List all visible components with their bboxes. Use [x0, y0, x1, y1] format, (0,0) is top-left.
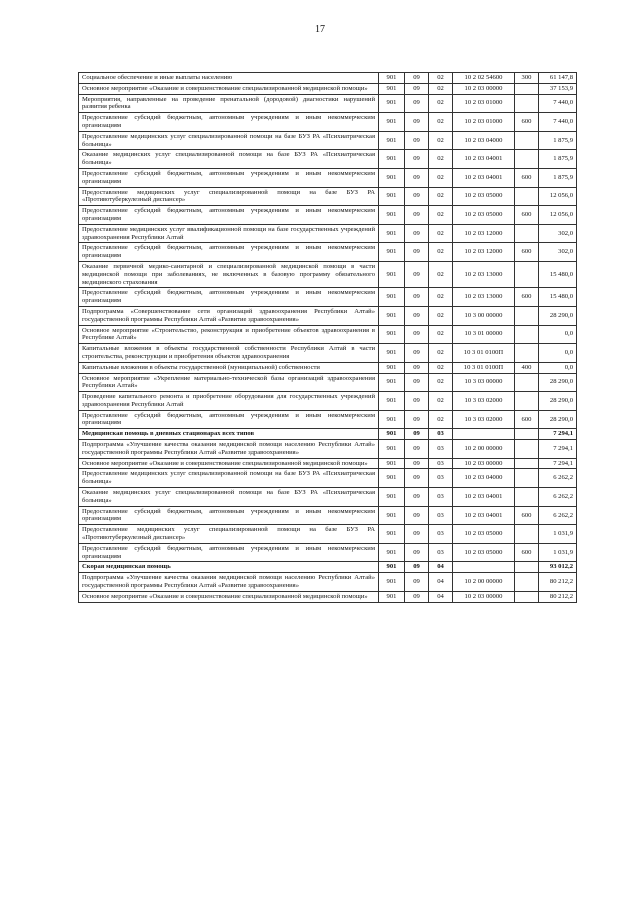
expense-type-code [515, 261, 539, 287]
table-row [79, 131, 577, 150]
section-code: 09 [405, 113, 429, 132]
amount: 6 262,2 [539, 469, 577, 488]
admin-code: 901 [379, 573, 405, 592]
expense-type-code [515, 429, 539, 440]
expense-type-code [515, 94, 539, 113]
expense-type-code [515, 488, 539, 507]
section-code: 09 [405, 206, 429, 225]
table-row [79, 94, 577, 113]
table-row [79, 458, 577, 469]
section-code: 09 [405, 525, 429, 544]
target-article-code: 10 3 01 0100П [453, 362, 515, 373]
admin-code: 901 [379, 325, 405, 344]
expense-type-code [515, 573, 539, 592]
table-row [79, 224, 577, 243]
expense-type-code [515, 150, 539, 169]
table-row [79, 113, 577, 132]
admin-code: 901 [379, 591, 405, 602]
admin-code: 901 [379, 113, 405, 132]
target-article-code: 10 2 03 05000 [453, 206, 515, 225]
admin-code: 901 [379, 543, 405, 562]
target-article-code: 10 2 00 00000 [453, 573, 515, 592]
section-code: 09 [405, 73, 429, 84]
row-description: Предоставление субсидий бюджетным, автономным учреждениям и иным некоммерческим организациям [79, 243, 379, 262]
subsection-code: 02 [429, 373, 453, 392]
expense-type-code [515, 131, 539, 150]
row-description: Предоставление медицинских услуг специализированной помощи на базе БУЗ РА «Психиатрическая больница» [79, 131, 379, 150]
section-code: 09 [405, 506, 429, 525]
table-row [79, 440, 577, 459]
admin-code: 901 [379, 131, 405, 150]
expense-type-code [515, 373, 539, 392]
section-code: 09 [405, 168, 429, 187]
admin-code: 901 [379, 506, 405, 525]
table-row [79, 525, 577, 544]
row-description: Предоставление субсидий бюджетным, автономным учреждениям и иным некоммерческим организациям [79, 288, 379, 307]
expense-type-code [515, 440, 539, 459]
target-article-code: 10 2 03 12000 [453, 224, 515, 243]
target-article-code: 10 2 03 04001 [453, 488, 515, 507]
target-article-code: 10 2 03 05000 [453, 187, 515, 206]
amount: 6 262,2 [539, 488, 577, 507]
subsection-code: 02 [429, 288, 453, 307]
subsection-code: 02 [429, 243, 453, 262]
expense-type-code: 600 [515, 410, 539, 429]
amount: 302,0 [539, 243, 577, 262]
row-description: Основное мероприятие «Строительство, реконструкция и приобретение объектов здравоохранения в Республике Алтай» [79, 325, 379, 344]
target-article-code: 10 2 03 04000 [453, 469, 515, 488]
admin-code: 901 [379, 261, 405, 287]
expense-type-code [515, 83, 539, 94]
amount: 302,0 [539, 224, 577, 243]
row-description: Социальное обеспечение и иные выплаты населению [79, 73, 379, 84]
subsection-code: 02 [429, 410, 453, 429]
section-code: 09 [405, 429, 429, 440]
row-description: Предоставление субсидий бюджетным, автономным учреждениям и иным некоммерческим организациям [79, 206, 379, 225]
admin-code: 901 [379, 206, 405, 225]
section-code: 09 [405, 150, 429, 169]
target-article-code: 10 2 03 13000 [453, 288, 515, 307]
expense-type-code [515, 469, 539, 488]
expense-type-code: 600 [515, 543, 539, 562]
row-description: Оказание медицинских услуг специализированной помощи на базе БУЗ РА «Психиатрическая больница» [79, 150, 379, 169]
section-code: 09 [405, 469, 429, 488]
target-article-code: 10 2 03 04001 [453, 150, 515, 169]
subsection-code: 02 [429, 131, 453, 150]
table-row [79, 306, 577, 325]
expense-type-code: 600 [515, 206, 539, 225]
row-description: Основное мероприятие «Оказание и совершенствование специализированной медицинской помощи» [79, 591, 379, 602]
admin-code: 901 [379, 224, 405, 243]
amount: 1 031,9 [539, 525, 577, 544]
table-row [79, 362, 577, 373]
admin-code: 901 [379, 73, 405, 84]
admin-code: 901 [379, 168, 405, 187]
expense-type-code: 600 [515, 288, 539, 307]
subsection-code: 02 [429, 113, 453, 132]
table-row [79, 591, 577, 602]
amount: 7 440,0 [539, 94, 577, 113]
row-description: Подпрограмма «Улучшение качества оказания медицинской помощи населению Республики Алтай» государственной программы Республики Алтай «Развитие здравоохранения» [79, 573, 379, 592]
subsection-code: 02 [429, 94, 453, 113]
target-article-code: 10 3 00 00000 [453, 306, 515, 325]
section-code: 09 [405, 187, 429, 206]
section-code: 09 [405, 543, 429, 562]
row-description: Капитальные вложения в объекты государственной собственности Республики Алтай в части строительства, реконструкции и приобретения объектов здравоохранения [79, 344, 379, 363]
subsection-code: 03 [429, 525, 453, 544]
admin-code: 901 [379, 344, 405, 363]
subsection-code: 02 [429, 344, 453, 363]
subsection-code: 02 [429, 73, 453, 84]
row-description: Предоставление медицинских услуг специализированной помощи на базе БУЗ РА «Противотуберкулезный диспансер» [79, 187, 379, 206]
table-row [79, 373, 577, 392]
admin-code: 901 [379, 373, 405, 392]
budget-table [78, 72, 577, 603]
table-row [79, 325, 577, 344]
subsection-code: 02 [429, 325, 453, 344]
admin-code: 901 [379, 488, 405, 507]
admin-code: 901 [379, 187, 405, 206]
expense-type-code: 600 [515, 113, 539, 132]
table-row [79, 187, 577, 206]
section-code: 09 [405, 325, 429, 344]
row-description: Предоставление субсидий бюджетным, автономным учреждениям и иным некоммерческим организациям [79, 543, 379, 562]
table-row [79, 261, 577, 287]
subsection-code: 02 [429, 187, 453, 206]
row-description: Предоставление медицинских услуг ввалификационной помощи на базе государственных учреждений здравоохранения Республики Алтай [79, 224, 379, 243]
amount: 28 290,0 [539, 373, 577, 392]
table-row [79, 392, 577, 411]
amount: 7 294,1 [539, 429, 577, 440]
section-code: 09 [405, 373, 429, 392]
admin-code: 901 [379, 469, 405, 488]
row-description: Предоставление медицинских услуг специализированной помощи на базе БУЗ РА «Противотуберкулезный диспансер» [79, 525, 379, 544]
row-description: Предоставление субсидий бюджетным, автономным учреждениям и иным некоммерческим организациям [79, 168, 379, 187]
row-description: Капитальные вложения в объекты государственной (муниципальной) собственности [79, 362, 379, 373]
section-code: 09 [405, 458, 429, 469]
expense-type-code: 400 [515, 362, 539, 373]
subsection-code: 03 [429, 469, 453, 488]
expense-type-code [515, 187, 539, 206]
amount: 12 056,0 [539, 187, 577, 206]
target-article-code: 10 3 01 00000 [453, 325, 515, 344]
target-article-code: 10 2 03 01000 [453, 113, 515, 132]
expense-type-code [515, 562, 539, 573]
target-article-code: 10 2 03 00000 [453, 591, 515, 602]
target-article-code: 10 3 03 02000 [453, 410, 515, 429]
row-description: Оказание медицинских услуг специализированной помощи на базе БУЗ РА «Психиатрическая больница» [79, 488, 379, 507]
amount: 28 290,0 [539, 392, 577, 411]
row-description: Основное мероприятие «Укрепление материально-технической базы организаций здравоохранения Республики Алтай» [79, 373, 379, 392]
subsection-code: 03 [429, 506, 453, 525]
section-code: 09 [405, 243, 429, 262]
row-description: Подпрограмма «Совершенствование сети организаций здравоохранения Республики Алтай» государственной программы Республики Алтай «Развитие здравоохранения» [79, 306, 379, 325]
row-description: Подпрограмма «Улучшение качества оказания медицинской помощи населению Республики Алтай» государственной программы Республики Алтай «Развитие здравоохранения» [79, 440, 379, 459]
table-row [79, 344, 577, 363]
amount: 93 012,2 [539, 562, 577, 573]
row-description: Предоставление субсидий бюджетным, автономным учреждениям и иным некоммерческим организациям [79, 506, 379, 525]
amount: 1 875,9 [539, 150, 577, 169]
amount: 80 212,2 [539, 591, 577, 602]
expense-type-code: 600 [515, 243, 539, 262]
amount: 0,0 [539, 325, 577, 344]
row-description: Предоставление медицинских услуг специализированной помощи на базе БУЗ РА «Психиатрическая больница» [79, 469, 379, 488]
table-row [79, 429, 577, 440]
target-article-code: 10 2 03 13000 [453, 261, 515, 287]
section-code: 09 [405, 344, 429, 363]
row-description: Мероприятия, направленные на проведение пренатальной (дородовой) диагностики нарушений развития ребенка [79, 94, 379, 113]
subsection-code: 02 [429, 261, 453, 287]
table-row [79, 243, 577, 262]
subsection-code: 04 [429, 591, 453, 602]
target-article-code: 10 3 01 0100П [453, 344, 515, 363]
amount: 37 153,9 [539, 83, 577, 94]
row-description: Основное мероприятие «Оказание и совершенствование специализированной медицинской помощи» [79, 83, 379, 94]
admin-code: 901 [379, 306, 405, 325]
target-article-code: 10 3 03 02000 [453, 392, 515, 411]
subsection-code: 02 [429, 306, 453, 325]
target-article-code: 10 2 03 05000 [453, 543, 515, 562]
subsection-code: 04 [429, 573, 453, 592]
admin-code: 901 [379, 458, 405, 469]
expense-type-code: 300 [515, 73, 539, 84]
table-row [79, 150, 577, 169]
admin-code: 901 [379, 410, 405, 429]
amount: 7 294,1 [539, 440, 577, 459]
amount: 15 480,0 [539, 261, 577, 287]
expense-type-code [515, 591, 539, 602]
admin-code: 901 [379, 362, 405, 373]
section-code: 09 [405, 410, 429, 429]
section-code: 09 [405, 224, 429, 243]
expense-type-code [515, 525, 539, 544]
table-row [79, 543, 577, 562]
target-article-code [453, 562, 515, 573]
table-row [79, 562, 577, 573]
target-article-code: 10 2 03 04001 [453, 506, 515, 525]
amount: 1 875,9 [539, 168, 577, 187]
row-description: Предоставление субсидий бюджетным, автономным учреждениям и иным некоммерческим организациям [79, 410, 379, 429]
admin-code: 901 [379, 243, 405, 262]
amount: 28 290,0 [539, 410, 577, 429]
amount: 1 031,9 [539, 543, 577, 562]
amount: 15 480,0 [539, 288, 577, 307]
expense-type-code [515, 224, 539, 243]
target-article-code: 10 2 03 00000 [453, 458, 515, 469]
expense-type-code [515, 392, 539, 411]
target-article-code: 10 2 00 00000 [453, 440, 515, 459]
subsection-code: 03 [429, 543, 453, 562]
expense-type-code: 600 [515, 168, 539, 187]
target-article-code: 10 2 03 04001 [453, 168, 515, 187]
row-description: Скорая медицинская помощь [79, 562, 379, 573]
section-code: 09 [405, 562, 429, 573]
table-row [79, 506, 577, 525]
subsection-code: 02 [429, 206, 453, 225]
table-row [79, 83, 577, 94]
admin-code: 901 [379, 150, 405, 169]
table-row [79, 288, 577, 307]
subsection-code: 02 [429, 224, 453, 243]
subsection-code: 02 [429, 392, 453, 411]
amount: 0,0 [539, 344, 577, 363]
subsection-code: 02 [429, 168, 453, 187]
section-code: 09 [405, 83, 429, 94]
amount: 0,0 [539, 362, 577, 373]
target-article-code: 10 2 03 00000 [453, 83, 515, 94]
target-article-code: 10 2 03 05000 [453, 525, 515, 544]
section-code: 09 [405, 261, 429, 287]
amount: 28 290,0 [539, 306, 577, 325]
target-article-code: 10 2 03 01000 [453, 94, 515, 113]
target-article-code: 10 2 02 54600 [453, 73, 515, 84]
admin-code: 901 [379, 525, 405, 544]
expense-type-code [515, 458, 539, 469]
row-description: Проведение капитального ремонта и приобретение оборудования для государственных учреждений здравоохранения Республики Алтай [79, 392, 379, 411]
section-code: 09 [405, 362, 429, 373]
subsection-code: 03 [429, 488, 453, 507]
subsection-code: 02 [429, 362, 453, 373]
row-description: Медицинская помощь в дневных стационарах всех типов [79, 429, 379, 440]
admin-code: 901 [379, 392, 405, 411]
admin-code: 901 [379, 440, 405, 459]
amount: 7 440,0 [539, 113, 577, 132]
admin-code: 901 [379, 83, 405, 94]
subsection-code: 02 [429, 83, 453, 94]
table-row [79, 410, 577, 429]
section-code: 09 [405, 488, 429, 507]
subsection-code: 04 [429, 562, 453, 573]
subsection-code: 02 [429, 150, 453, 169]
table-row [79, 469, 577, 488]
admin-code: 901 [379, 94, 405, 113]
row-description: Предоставление субсидий бюджетным, автономным учреждениям и иным некоммерческим организациям [79, 113, 379, 132]
section-code: 09 [405, 94, 429, 113]
amount: 1 875,9 [539, 131, 577, 150]
section-code: 09 [405, 440, 429, 459]
table-row [79, 73, 577, 84]
admin-code: 901 [379, 562, 405, 573]
expense-type-code: 600 [515, 506, 539, 525]
amount: 6 262,2 [539, 506, 577, 525]
section-code: 09 [405, 591, 429, 602]
table-row [79, 573, 577, 592]
section-code: 09 [405, 288, 429, 307]
target-article-code [453, 429, 515, 440]
subsection-code: 03 [429, 458, 453, 469]
subsection-code: 03 [429, 440, 453, 459]
row-description: Оказание первичной медико-санитарной и специализированной медицинской помощи в части медицинской помощи при заболеваниях, не включенных в базовую программу обязательного медицинского страхования [79, 261, 379, 287]
amount: 80 212,2 [539, 573, 577, 592]
table-row [79, 206, 577, 225]
target-article-code: 10 2 03 12000 [453, 243, 515, 262]
target-article-code: 10 2 03 04000 [453, 131, 515, 150]
expense-type-code [515, 344, 539, 363]
section-code: 09 [405, 131, 429, 150]
amount: 7 294,1 [539, 458, 577, 469]
expense-type-code [515, 325, 539, 344]
subsection-code: 03 [429, 429, 453, 440]
section-code: 09 [405, 392, 429, 411]
admin-code: 901 [379, 288, 405, 307]
target-article-code: 10 3 03 00000 [453, 373, 515, 392]
section-code: 09 [405, 573, 429, 592]
section-code: 09 [405, 306, 429, 325]
amount: 61 147,8 [539, 73, 577, 84]
table-row [79, 488, 577, 507]
admin-code: 901 [379, 429, 405, 440]
amount: 12 056,0 [539, 206, 577, 225]
table-row [79, 168, 577, 187]
page-number: 17 [315, 24, 325, 35]
row-description: Основное мероприятие «Оказание и совершенствование специализированной медицинской помощи» [79, 458, 379, 469]
expense-type-code [515, 306, 539, 325]
